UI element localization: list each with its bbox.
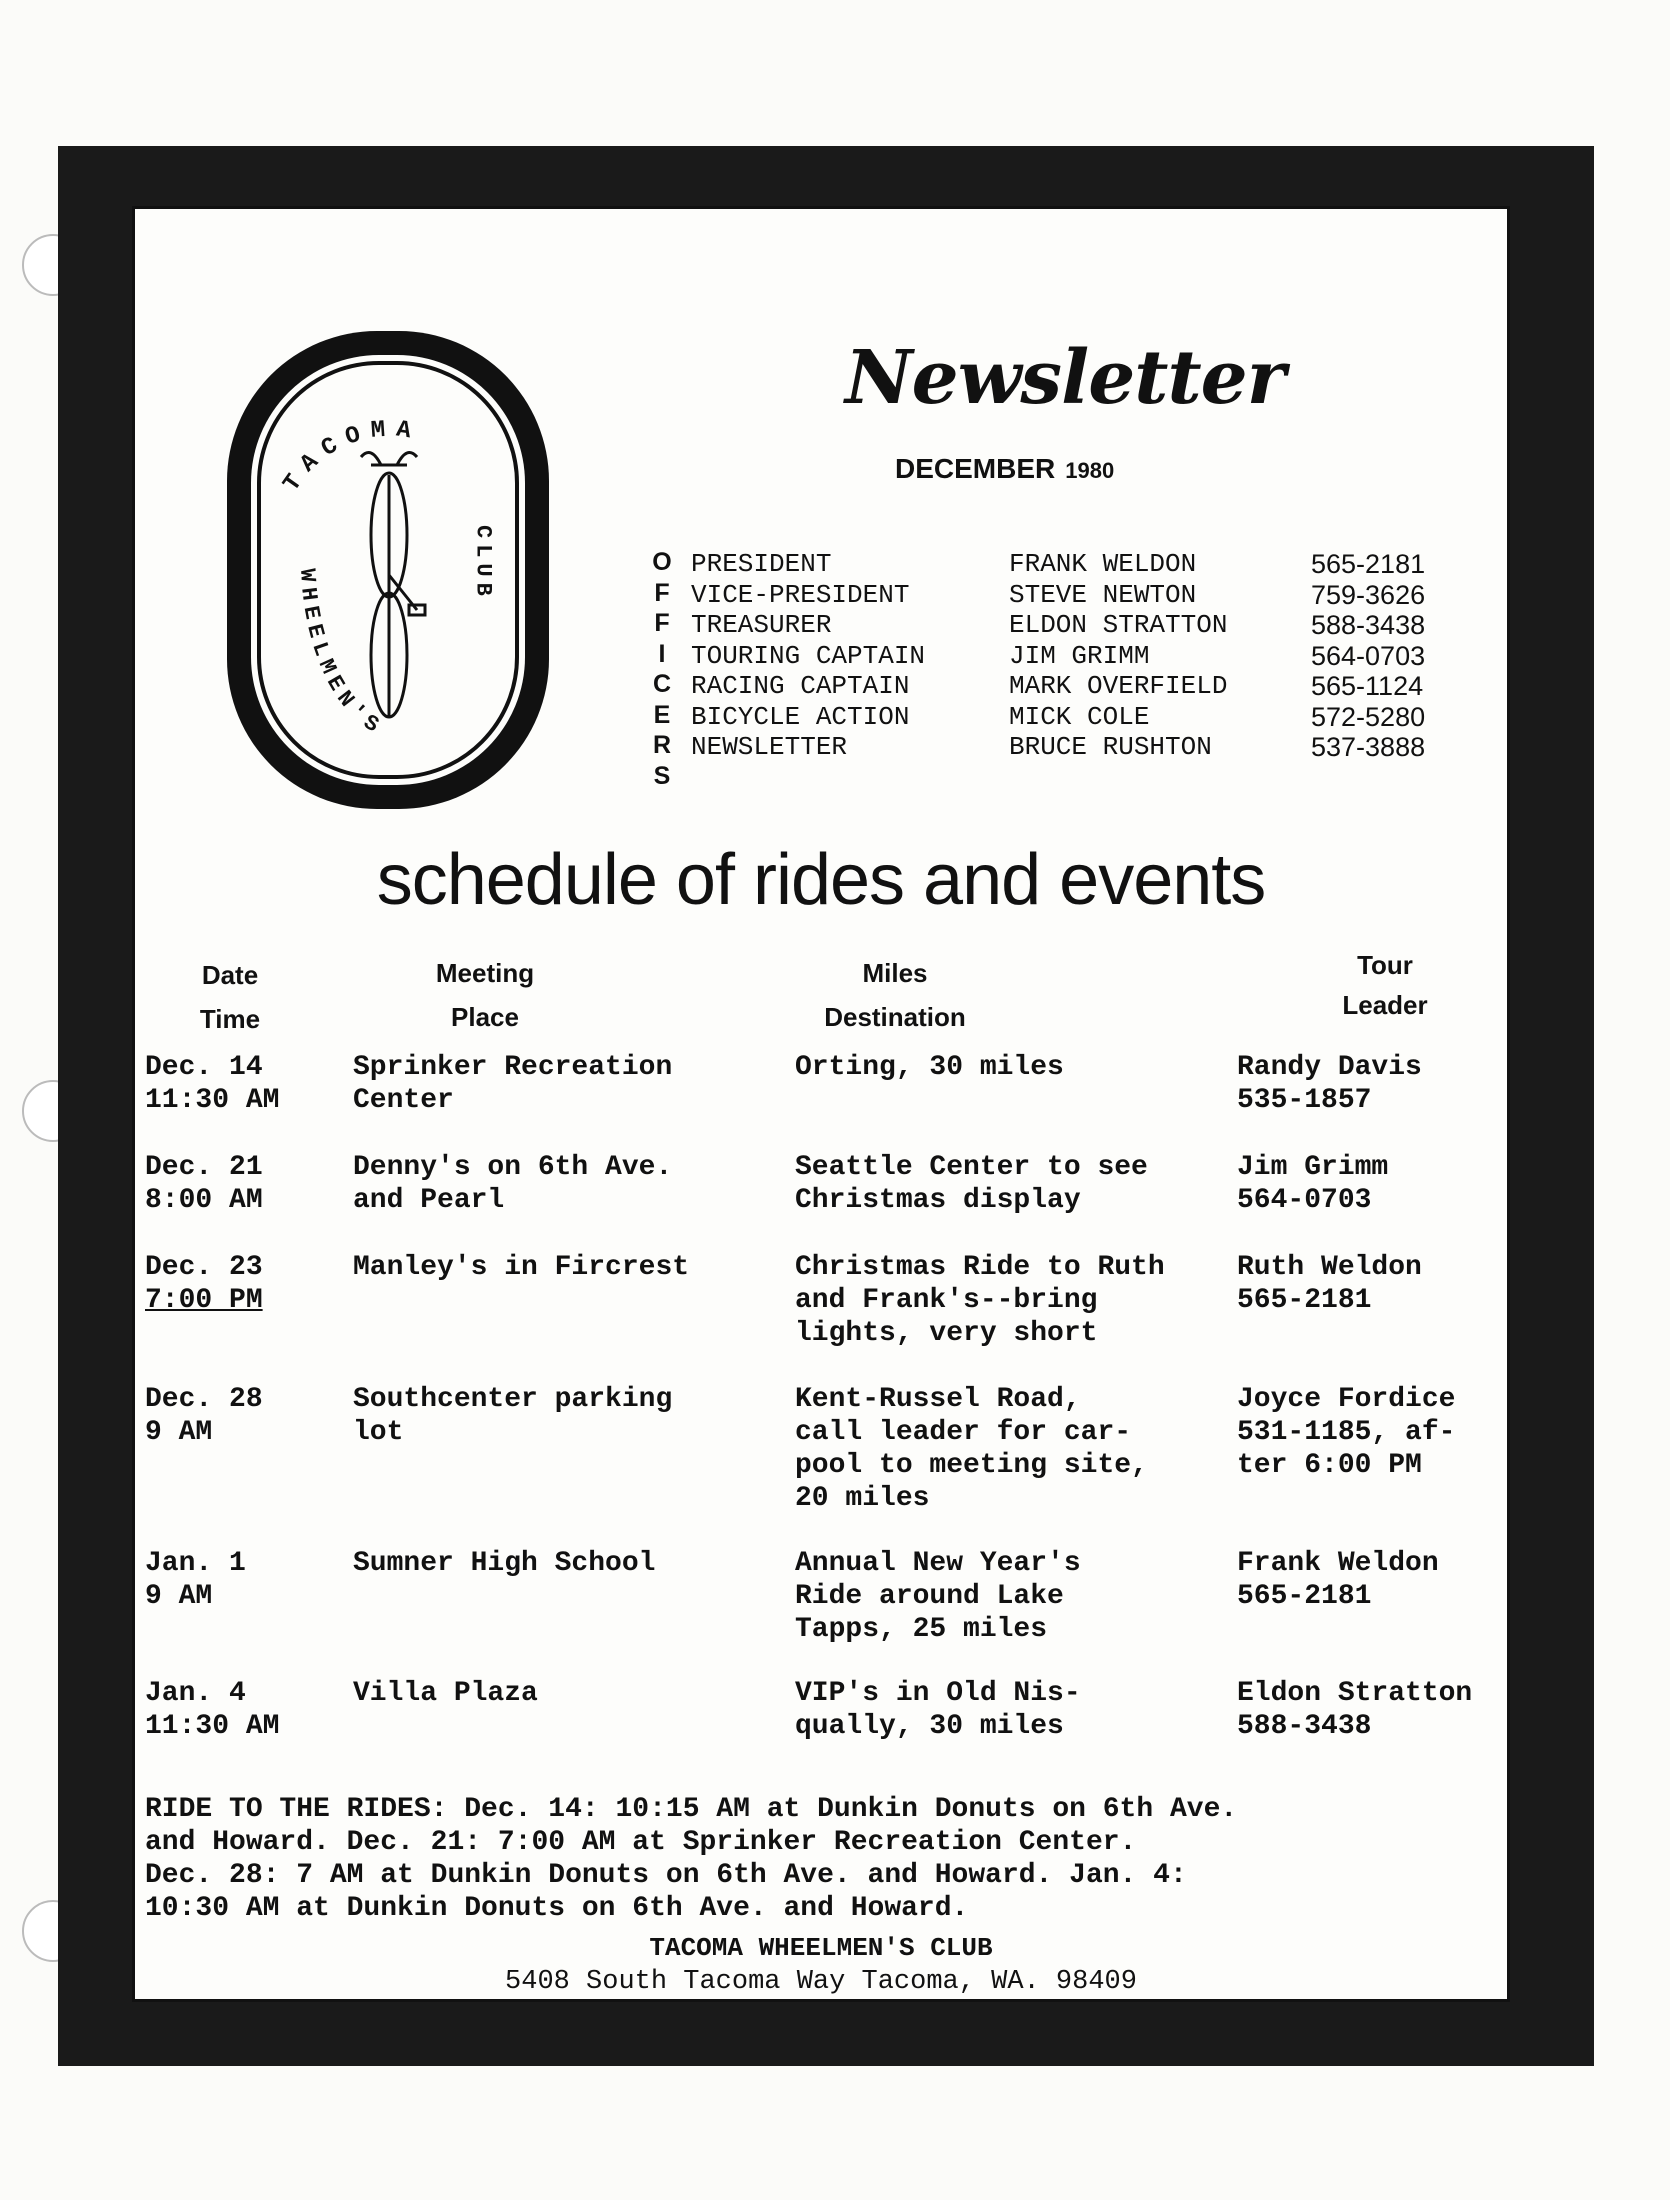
header-meeting-place: Meeting Place [435,958,535,1032]
newsletter-title: Newsletter [845,335,1285,421]
officer-row: NEWSLETTER BRUCE RUSHTON 537-3888 [691,732,1426,762]
officer-row: RACING CAPTAIN MARK OVERFIELD 565-1124 [691,671,1424,701]
officer-row: TREASURER ELDON STRATTON 588-3438 [691,610,1426,640]
officers-list [691,549,1491,763]
newsletter-month: DECEMBER [895,453,1056,484]
club-logo [221,325,555,815]
header-tour-leader: Tour Leader [1342,950,1428,1020]
logo-text-left: WHEELMEN'S [293,567,389,742]
schedule-title: schedule of rides and events [376,840,1266,920]
officer-row: TOURING CAPTAIN JIM GRIMM 564-0703 [691,640,1426,671]
header-date-time: Date Time [199,960,261,1034]
newsletter-page: Newsletter DECEMBER 1980 TACOMA WHEELMEN'S CLUB O F F I C E R S PRESIDENT FRANK WELDON 565-2181 VICE-PRESIDENT STEVE NEWTON 759-3626 TREASURER ELDON STRATTON 588-3438 TOURING CAPTAIN JIM GRIMM 564-0703 RACING CAPTAIN MARK OVERFIELD 565-1124 BICYCLE ACTION MICK COLE 572-5280 NEWSLETTER BRUCE RUSHTON 537-3888 schedule of rides and events Date Time Meeting Place Miles Destination Tour Leader Dec. 14 11:30 AM Sprinker Recreation Center Orting, 30 miles Randy Davis 535-1857 Dec. 21 8:00 AM Denny's on 6th Ave. and Pearl Seattle Center to see Christmas display Jim Grimm 564-0703 Dec. 23 7:00 PM Manley's in Fircrest Christmas Ride to Ruth and Frank's--bring lights, very short Ruth Weldon 565-2181 Dec. 28 9 AM Southcenter parking lot Kent-Russel Road, call leader for car- pool to meeting site, 20 miles Joyce Fordice 531-1185, af- ter 6:00 PM Jan. 1 9 AM Sumner High School Annual New Year's Ride around Lake Tapps, 25 miles Frank Weldon 565-2181 Jan. 4 11:30 AM Villa Plaza VIP's in Old Nis- qually, 30 miles Eldon Stratton 588-3438 RIDE TO THE RIDES: Dec. 14: 10:15 AM at Dunkin Donuts on 6th Ave. and Howard. Dec. 21: 7:00 AM at Sprinker Recreation Center. Dec. 28: 7 AM at Dunkin Donuts on 6th Ave. and Howard. Jan. 4: 10:30 AM at Dunkin Donuts on 6th Ave. and Howard. TACOMA WHEELMEN'S CLUB 5408 South Tacoma Way Tacoma, WA. 98409 [132,206,1510,2002]
logo-text-top: TACOMA [278,416,423,498]
club-address-block [135,1931,1507,1999]
newsletter-date [895,453,1114,485]
newsletter-year: 1980 [1065,458,1115,483]
ride-to-the-rides: RIDE TO THE RIDES: Dec. 14: 10:15 AM at Dunkin Donuts on 6th Ave. and Howard. Dec. 21: 7:00 AM at Sprinker Recreation Center. Dec. 28: 7 AM at Dunkin Donuts on 6th Ave. and Howard. Jan. 4: 10:30 AM at Dunkin Donuts on 6th Ave. and Howard. [145,1794,1238,1924]
officer-row: VICE-PRESIDENT STEVE NEWTON 759-3626 [691,579,1426,610]
logo-text-right: CLUB [470,525,496,602]
officer-row: PRESIDENT FRANK WELDON 565-2181 [691,549,1426,579]
club-address: 5408 South Tacoma Way Tacoma, WA. 98409 [505,1967,1137,1997]
officers-vertical-label: O F F I C E R S [652,548,672,790]
header-miles-destination: Miles Destination [824,958,966,1032]
svg-text:CLUB [471,525,496,602]
club-name: TACOMA WHEELMEN'S CLUB [649,1933,993,1963]
officer-row: BICYCLE ACTION MICK COLE 572-5280 [691,701,1426,732]
newsletter-frame [58,146,1594,2066]
